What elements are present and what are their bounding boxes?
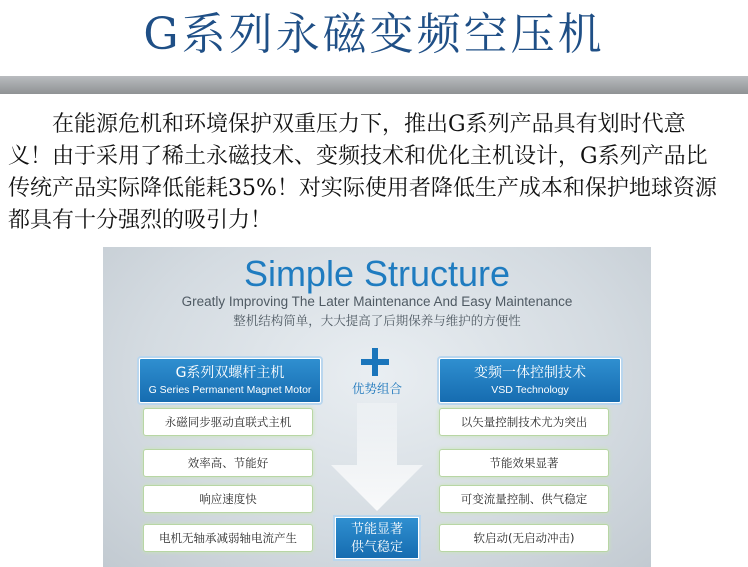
result-line-2: 供气稳定 bbox=[350, 540, 403, 555]
left-feature-4: 电机无轴承减弱轴电流产生 bbox=[143, 524, 313, 552]
left-feature-1: 永磁同步驱动直联式主机 bbox=[143, 408, 313, 436]
structure-infographic bbox=[103, 247, 651, 567]
result-box bbox=[335, 517, 419, 559]
intro-paragraph: 在能源危机和环境保护双重压力下，推出G系列产品具有划时代意义！由于采用了稀土永磁技术、变频技术和优化主机设计，G系列产品比传统产品实际降低能耗35%！对实际使用者降低生产成本和保护地球资源都具有十分强烈的吸引力！ bbox=[8, 112, 717, 233]
result-line-1: 节能显著 bbox=[350, 522, 403, 537]
left-feature-3: 响应速度快 bbox=[143, 485, 313, 513]
left-header-cn: G系列双螺杆主机 bbox=[175, 365, 285, 381]
plus-icon bbox=[361, 348, 389, 376]
right-feature-2: 节能效果显著 bbox=[439, 449, 609, 477]
left-header-en: G Series Permanent Magnet Motor bbox=[148, 384, 312, 396]
combo-label: 优势组合 bbox=[351, 381, 402, 396]
right-feature-1: 以矢量控制技术尤为突出 bbox=[439, 408, 609, 436]
infographic-title: Simple Structure bbox=[243, 253, 511, 294]
right-header-cn: 变频一体控制技术 bbox=[474, 365, 586, 381]
title-divider bbox=[0, 76, 748, 94]
infographic-subtitle-en: Greatly Improving The Later Maintenance And Easy Maintenance bbox=[181, 294, 573, 309]
page-title: G系列永磁变频空压机 bbox=[143, 9, 605, 60]
left-feature-2: 效率高、节能好 bbox=[143, 449, 313, 477]
right-header-en: VSD Technology bbox=[491, 384, 569, 396]
right-feature-4: 软启动(无启动冲击) bbox=[439, 524, 609, 552]
right-column-header bbox=[439, 358, 621, 403]
infographic-subtitle-cn: 整机结构简单，大大提高了后期保养与维护的方便性 bbox=[233, 313, 521, 328]
right-feature-3: 可变流量控制、供气稳定 bbox=[439, 485, 609, 513]
down-arrow-icon bbox=[329, 403, 425, 513]
left-column-header bbox=[139, 358, 321, 403]
